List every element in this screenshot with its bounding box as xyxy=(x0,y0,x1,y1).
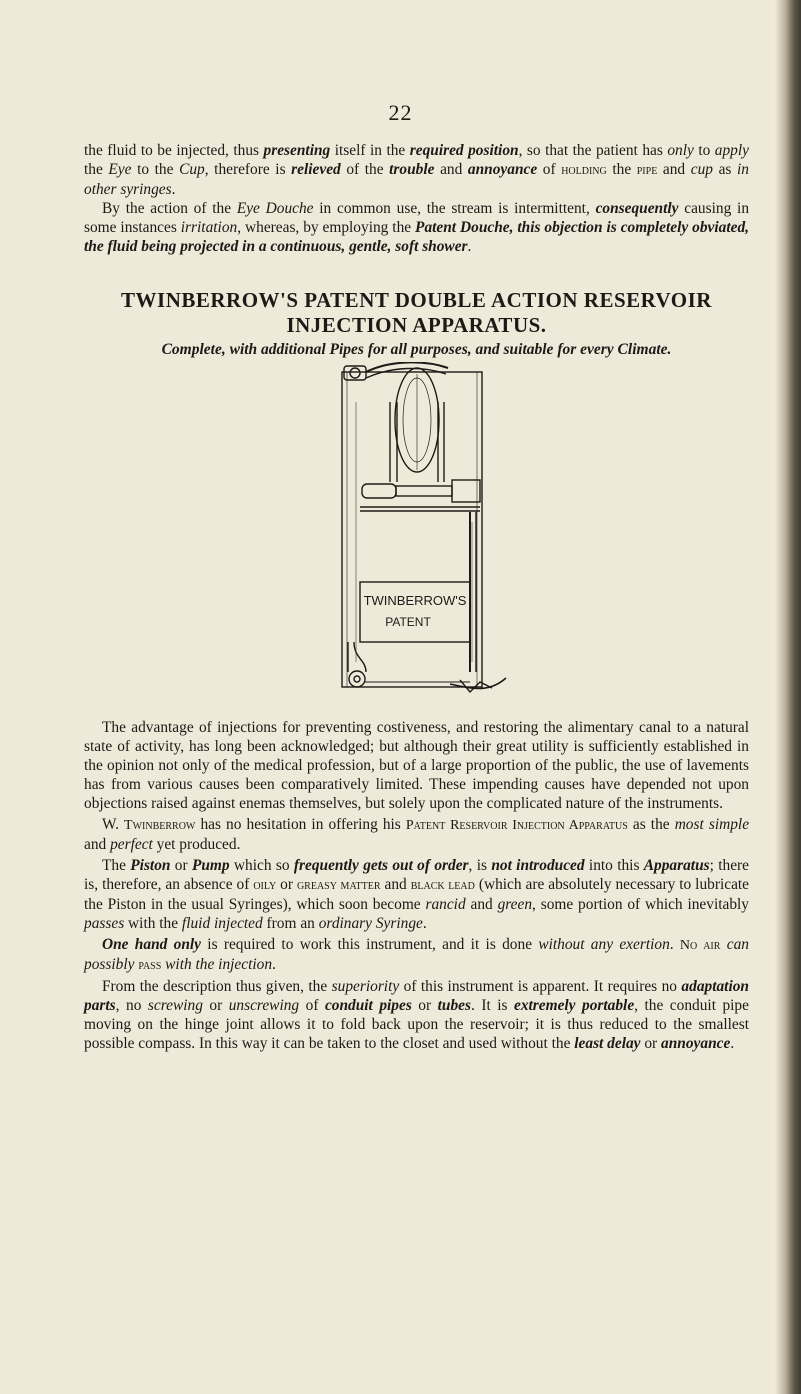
figure-label-line1: TWINBERROW'S xyxy=(363,593,467,608)
intro-paragraph-2: By the action of the Eye Douche in common use, the stream is intermittent, consequently causing in some instances irritation, whereas, by employing the Patent Douche, this objection is completely obviated, the fluid being projected in a continuous, gentle, soft shower. xyxy=(84,200,750,255)
section-subheading: Complete, with additional Pipes for all purposes, and suitable for every Climate. xyxy=(161,341,672,358)
body-paragraph-1: The advantage of injections for preventing costiveness, and restoring the alimentary canal to a natural state of activity, has long been acknowledged; but although their great utility is sufficiently established in the opinion not only of the medical profession, but of a large proportion of the public, the use of lavements has from various causes been comparatively limited. These impending causes have depended not upon objections raised against enemas themselves, but solely upon the complicated nature of the instruments. xyxy=(84,719,749,812)
apparatus-drawing xyxy=(320,362,520,712)
injection-apparatus-illustration xyxy=(320,362,520,712)
body-text xyxy=(84,718,749,1055)
hinge-valve xyxy=(362,484,396,498)
body-paragraph-5: From the description thus given, the superiority of this instrument is apparent. It requires no adaptation parts, no screwing or unscrewing of conduit pipes or tubes. It is extremely portable, the conduit pipe moving on the hinge joint allows it to fold back upon the reservoir; it is thus reduced to the smallest possible compass. In this way it can be taken to the closet and used without the least delay or annoyance. xyxy=(84,978,749,1052)
intro-text xyxy=(84,141,749,256)
intro-paragraph-1: the fluid to be injected, thus presenting itself in the required position, so that the patient has only to apply the Eye to the Cup, therefore is relieved of the trouble and annoyance of holding the pipe and cup as in other syringes. xyxy=(84,142,749,198)
label-panel xyxy=(360,582,470,642)
page-number: 22 xyxy=(388,100,413,125)
body-paragraph-2: W. Twinberrow has no hesitation in offering his Patent Reservoir Injection Apparatus as the most simple and perfect yet produced. xyxy=(84,816,750,853)
body-paragraph-4: One hand only is required to work this instrument, and it is done without any exertion. No air can possibly pass with the injection. xyxy=(84,936,749,973)
page-edge-shadow xyxy=(775,0,801,1394)
figure-label-line2: PATENT xyxy=(385,615,431,629)
base-nozzle xyxy=(349,671,365,687)
section-heading: TWINBERROW'S PATENT DOUBLE ACTION RESERVOIR INJECTION APPARATUS. xyxy=(121,288,712,337)
body-paragraph-3: The Piston or Pump which so frequently gets out of order, is not introduced into this Apparatus; there is, therefore, an absence of oily or greasy matter and black lead (which are absolutely necessary to lubricate the Piston in the usual Syringes), which soon become rancid and green, some portion of which inevitably passes with the fluid injected from an ordinary Syringe. xyxy=(84,857,750,932)
